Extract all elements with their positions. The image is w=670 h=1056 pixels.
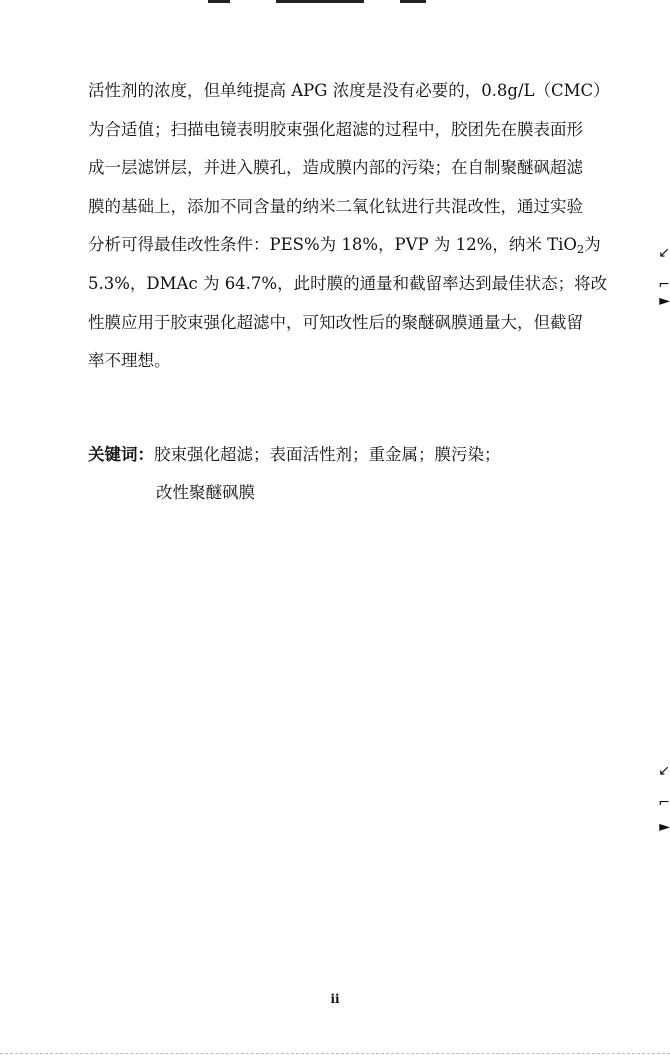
abstract-line: 膜的基础上，添加不同含量的纳米二氧化钛进行共混改性，通过实验: [88, 196, 583, 216]
abstract-line: 5.3%，DMAc 为 64.7%，此时膜的通量和截留率达到最佳状态；将改: [88, 273, 608, 293]
keywords-line: [88, 436, 501, 474]
scan-edge-mark: ⌐: [658, 277, 670, 293]
abstract-line: [88, 226, 601, 265]
keywords-continuation: 改性聚醚砜膜: [156, 483, 255, 502]
abstract-line: 率不理想。: [88, 351, 171, 371]
abstract-line: 活性剂的浓度，但单纯提高 APG 浓度是没有必要的，0.8g/L（CMC）: [88, 81, 610, 100]
scan-edge-mark: ↙: [658, 245, 670, 261]
keywords-text: 胶束强化超滤；表面活性剂；重金属；膜污染；: [154, 445, 501, 464]
page-number: ii: [330, 992, 340, 1006]
scan-artifact-bottom: [0, 1053, 670, 1054]
abstract-line: 性膜应用于胶束强化超滤中，可知改性后的聚醚砜膜通量大，但截留: [88, 312, 583, 332]
abstract-paragraph: [88, 72, 610, 381]
abstract-line-suffix: 为: [584, 235, 601, 255]
abstract-line: 成一层滤饼层，并进入膜孔，造成膜内部的污染；在自制聚醚砜超滤: [88, 158, 583, 178]
keywords-label: 关键词：: [88, 445, 154, 464]
scan-edge-mark: ►: [659, 293, 670, 309]
scan-edge-mark: ►: [659, 819, 670, 835]
scan-artifact-top: [208, 0, 230, 3]
abstract-line: 为合适值；扫描电镜表明胶束强化超滤的过程中，胶团先在膜表面形: [88, 119, 583, 139]
scan-artifact-top: [276, 0, 364, 3]
abstract-line-text: 分析可得最佳改性条件：PES%为 18%，PVP 为 12%，纳米 TiO: [88, 235, 577, 255]
scan-edge-mark: ↙: [658, 763, 670, 779]
subscript-2: 2: [576, 242, 585, 257]
scan-edge-mark: ⌐: [658, 795, 670, 811]
scan-artifact-top: [400, 0, 426, 3]
